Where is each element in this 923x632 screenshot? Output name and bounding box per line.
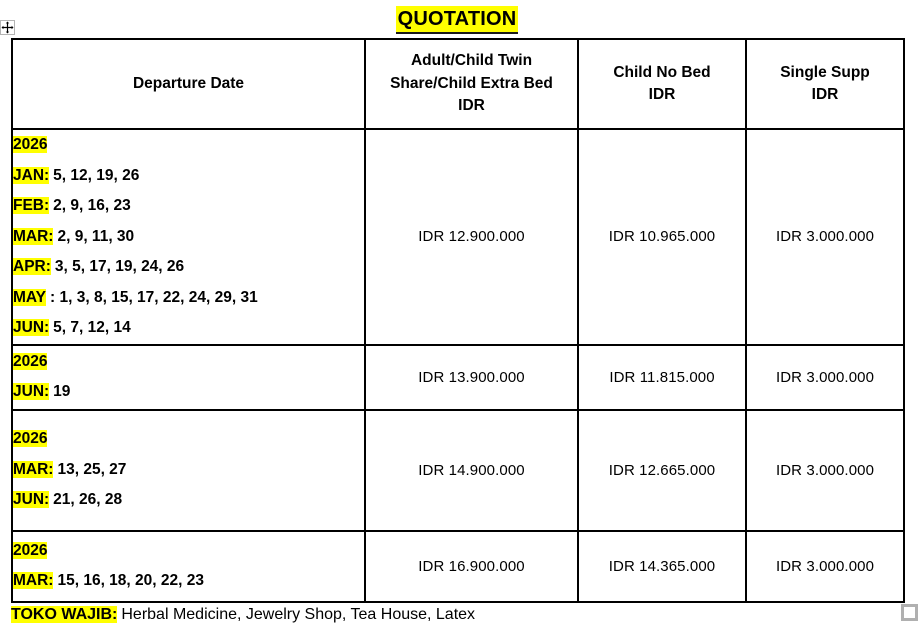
column-header-adult-twin-share (365, 39, 578, 129)
price-adult-twin-share: IDR 12.900.000 (365, 129, 578, 345)
month-label: MAR: (13, 460, 54, 478)
header-line: Single Supp (780, 63, 870, 81)
quotation-table (11, 38, 905, 603)
price-adult-twin-share: IDR 14.900.000 (365, 410, 578, 531)
year-label: 2026 (13, 136, 48, 153)
header-line: Child No Bed (613, 63, 711, 81)
month-label: FEB: (13, 197, 50, 214)
footer-value: Herbal Medicine, Jewelry Shop, Tea House, Latex (121, 606, 476, 623)
month-days: 5, 7, 12, 14 (53, 319, 131, 336)
month-label: JUN: (13, 319, 50, 336)
month-label: MAR: (13, 572, 54, 589)
date-month-line (13, 161, 364, 192)
month-label: JUN: (13, 383, 50, 400)
month-days: : 1, 3, 8, 15, 17, 22, 24, 29, 31 (50, 288, 258, 306)
header-row (12, 39, 904, 129)
column-header-single-supp (746, 39, 904, 129)
date-month-line (13, 313, 364, 344)
month-label: JAN: (13, 166, 50, 184)
table-header (12, 39, 904, 129)
column-header-child-no-bed (578, 39, 746, 129)
date-year-line (13, 130, 364, 161)
month-days: 2, 9, 11, 30 (57, 227, 135, 245)
month-label: JUN: (13, 491, 50, 509)
price-single-supp: IDR 3.000.000 (746, 345, 904, 410)
departure-dates-cell (12, 410, 365, 531)
departure-dates-cell (12, 345, 365, 410)
year-label: 2026 (13, 352, 48, 370)
date-month-line (13, 222, 364, 253)
month-days: 19 (53, 383, 71, 400)
month-label: APR: (13, 258, 51, 275)
month-label: MAR: (13, 227, 54, 245)
price-child-no-bed: IDR 12.665.000 (578, 410, 746, 531)
title-container (11, 6, 903, 36)
price-adult-twin-share: IDR 13.900.000 (365, 345, 578, 410)
header-line: Adult/Child Twin (410, 52, 533, 70)
table-resize-handle[interactable] (901, 604, 918, 621)
date-month-line (13, 377, 364, 408)
month-days: 3, 5, 17, 19, 24, 26 (54, 258, 185, 275)
table-body (12, 129, 904, 602)
footer-note (11, 603, 475, 627)
price-adult-twin-share: IDR 16.900.000 (365, 531, 578, 602)
table-row (12, 345, 904, 410)
table-row (12, 410, 904, 531)
departure-dates-cell (12, 129, 365, 345)
month-days: 21, 26, 28 (53, 491, 123, 509)
price-child-no-bed: IDR 11.815.000 (578, 345, 746, 410)
price-single-supp: IDR 3.000.000 (746, 129, 904, 345)
departure-dates-cell (12, 531, 365, 602)
footer-label: TOKO WAJIB: (11, 606, 118, 623)
header-line: IDR (458, 97, 485, 115)
header-line: IDR (648, 86, 676, 103)
month-days: 2, 9, 16, 23 (53, 197, 131, 214)
date-month-line (13, 566, 364, 597)
month-days: 5, 12, 19, 26 (53, 166, 140, 184)
header-line: IDR (811, 86, 839, 103)
date-month-line (13, 485, 364, 516)
date-year-line (13, 347, 364, 378)
price-child-no-bed: IDR 14.365.000 (578, 531, 746, 602)
price-child-no-bed: IDR 10.965.000 (578, 129, 746, 345)
year-label: 2026 (13, 430, 48, 448)
date-year-line (13, 424, 364, 455)
month-days: 13, 25, 27 (57, 460, 127, 478)
date-month-line (13, 283, 364, 314)
date-month-line (13, 191, 364, 222)
price-single-supp: IDR 3.000.000 (746, 410, 904, 531)
month-label: MAY (13, 288, 47, 306)
date-year-line (13, 536, 364, 567)
table-row (12, 531, 904, 602)
date-month-line (13, 252, 364, 283)
page-title: QUOTATION (396, 6, 519, 34)
header-line: Departure Date (132, 74, 245, 92)
column-header-departure-date (12, 39, 365, 129)
month-days: 15, 16, 18, 20, 22, 23 (57, 572, 204, 589)
price-single-supp: IDR 3.000.000 (746, 531, 904, 602)
header-line: Share/Child Extra Bed (390, 74, 553, 92)
date-month-line (13, 455, 364, 486)
year-label: 2026 (13, 541, 48, 559)
table-row (12, 129, 904, 345)
